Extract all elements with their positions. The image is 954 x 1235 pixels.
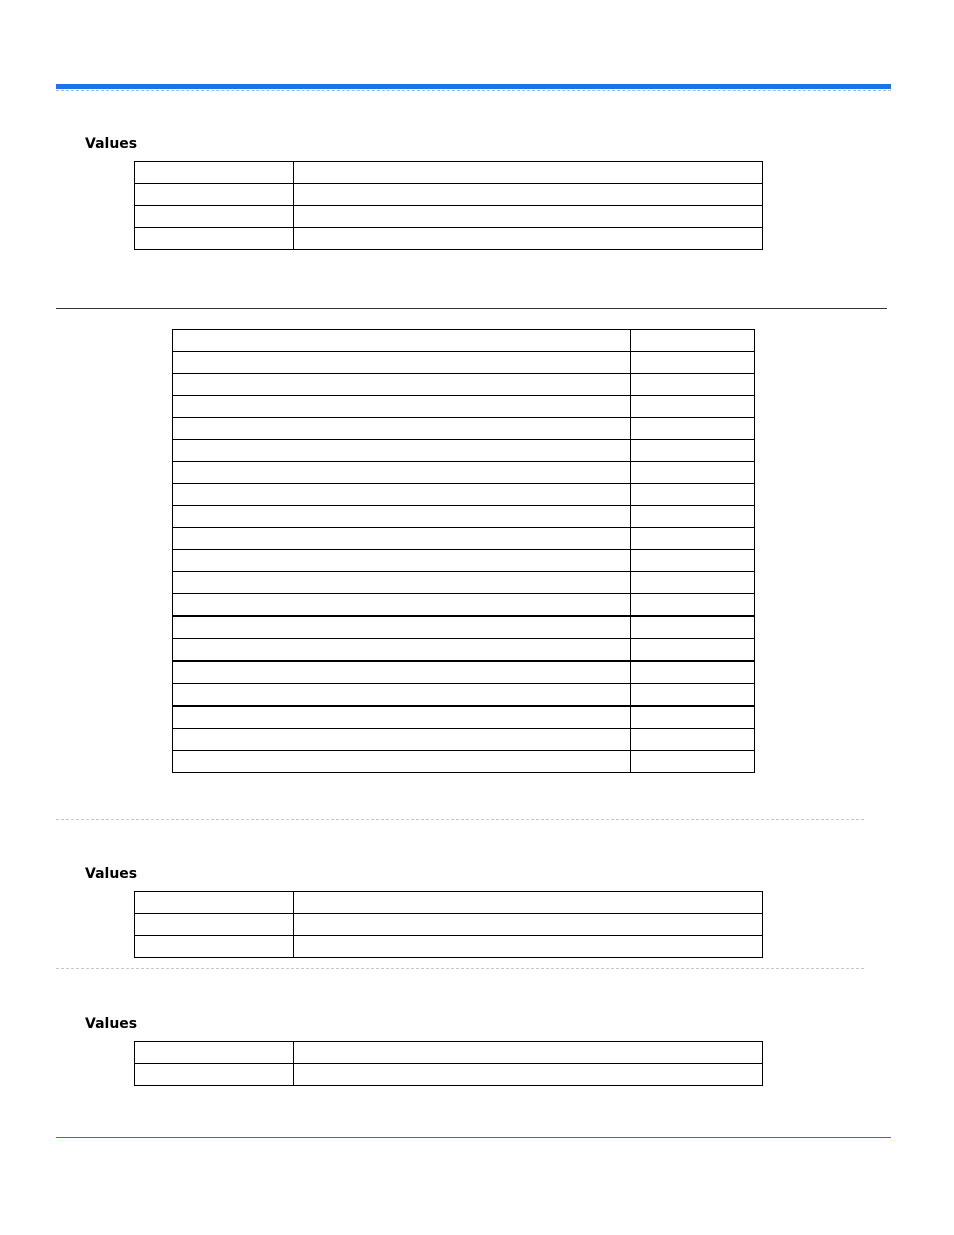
footer-rule xyxy=(56,1137,891,1138)
table-cell xyxy=(173,729,631,751)
table-cell xyxy=(631,550,755,572)
table-row xyxy=(173,418,755,440)
table-row xyxy=(173,616,755,639)
table-cell xyxy=(631,484,755,506)
table-row xyxy=(173,639,755,662)
table-cell xyxy=(135,206,294,228)
dashed-separator xyxy=(56,968,864,969)
table-cell xyxy=(631,330,755,352)
values-table-3 xyxy=(134,1041,763,1086)
table-cell xyxy=(135,1064,294,1086)
table-cell xyxy=(135,184,294,206)
table-row xyxy=(173,751,755,773)
table-cell xyxy=(173,374,631,396)
table-cell xyxy=(631,374,755,396)
table-cell xyxy=(173,484,631,506)
table-cell xyxy=(173,751,631,773)
table-row xyxy=(173,729,755,751)
table-cell xyxy=(173,550,631,572)
table-cell xyxy=(294,914,763,936)
table-cell xyxy=(631,418,755,440)
table-row xyxy=(173,550,755,572)
table-cell xyxy=(631,528,755,550)
section-rule xyxy=(56,308,887,309)
table-cell xyxy=(294,936,763,958)
table-row xyxy=(135,936,763,958)
table-row xyxy=(135,1042,763,1064)
table-cell xyxy=(631,616,755,639)
table-cell xyxy=(135,914,294,936)
table-cell xyxy=(173,528,631,550)
table-cell xyxy=(135,1042,294,1064)
table-row xyxy=(135,1064,763,1086)
table-cell xyxy=(173,418,631,440)
table-cell xyxy=(173,396,631,418)
table-cell xyxy=(631,462,755,484)
large-table xyxy=(172,329,755,773)
table-cell xyxy=(631,352,755,374)
table-cell xyxy=(631,684,755,707)
table-row xyxy=(173,484,755,506)
values-heading-3: Values xyxy=(85,1016,138,1032)
values-heading-1: Values xyxy=(85,136,138,152)
table-cell xyxy=(294,184,763,206)
table-row xyxy=(173,661,755,684)
table-cell xyxy=(173,639,631,662)
table-cell xyxy=(631,506,755,528)
table-row xyxy=(173,506,755,528)
values-table-2 xyxy=(134,891,763,958)
table-cell xyxy=(631,706,755,729)
table-row xyxy=(173,572,755,594)
table-cell xyxy=(173,352,631,374)
table-row xyxy=(173,374,755,396)
values-heading-2: Values xyxy=(85,866,138,882)
table-cell xyxy=(631,594,755,617)
table-cell xyxy=(173,462,631,484)
table-row xyxy=(173,462,755,484)
values-table-1 xyxy=(134,161,763,250)
table-cell xyxy=(173,594,631,617)
table-cell xyxy=(631,661,755,684)
table-cell xyxy=(173,706,631,729)
table-cell xyxy=(135,228,294,250)
table-cell xyxy=(631,729,755,751)
table-row xyxy=(173,330,755,352)
table-cell xyxy=(631,440,755,462)
table-row xyxy=(173,396,755,418)
table-row xyxy=(173,440,755,462)
table-cell xyxy=(294,892,763,914)
table-row xyxy=(135,228,763,250)
table-row xyxy=(135,184,763,206)
table-row xyxy=(135,206,763,228)
table-cell xyxy=(294,1064,763,1086)
table-cell xyxy=(173,684,631,707)
table-cell xyxy=(631,572,755,594)
table-cell xyxy=(173,506,631,528)
dashed-separator xyxy=(56,819,864,820)
table-row xyxy=(135,914,763,936)
table-cell xyxy=(135,162,294,184)
table-row xyxy=(173,352,755,374)
header-dashed-rule xyxy=(56,90,891,91)
table-cell xyxy=(135,936,294,958)
table-cell xyxy=(173,572,631,594)
table-row xyxy=(135,162,763,184)
table-cell xyxy=(173,661,631,684)
table-cell xyxy=(173,330,631,352)
table-row xyxy=(173,706,755,729)
table-row xyxy=(173,528,755,550)
table-cell xyxy=(294,1042,763,1064)
table-cell xyxy=(173,616,631,639)
table-cell xyxy=(135,892,294,914)
table-cell xyxy=(631,639,755,662)
table-row xyxy=(173,594,755,617)
table-cell xyxy=(294,228,763,250)
table-row xyxy=(135,892,763,914)
table-cell xyxy=(173,440,631,462)
table-row xyxy=(173,684,755,707)
table-cell xyxy=(294,162,763,184)
header-accent-bar xyxy=(56,84,891,89)
table-cell xyxy=(294,206,763,228)
table-cell xyxy=(631,751,755,773)
table-cell xyxy=(631,396,755,418)
